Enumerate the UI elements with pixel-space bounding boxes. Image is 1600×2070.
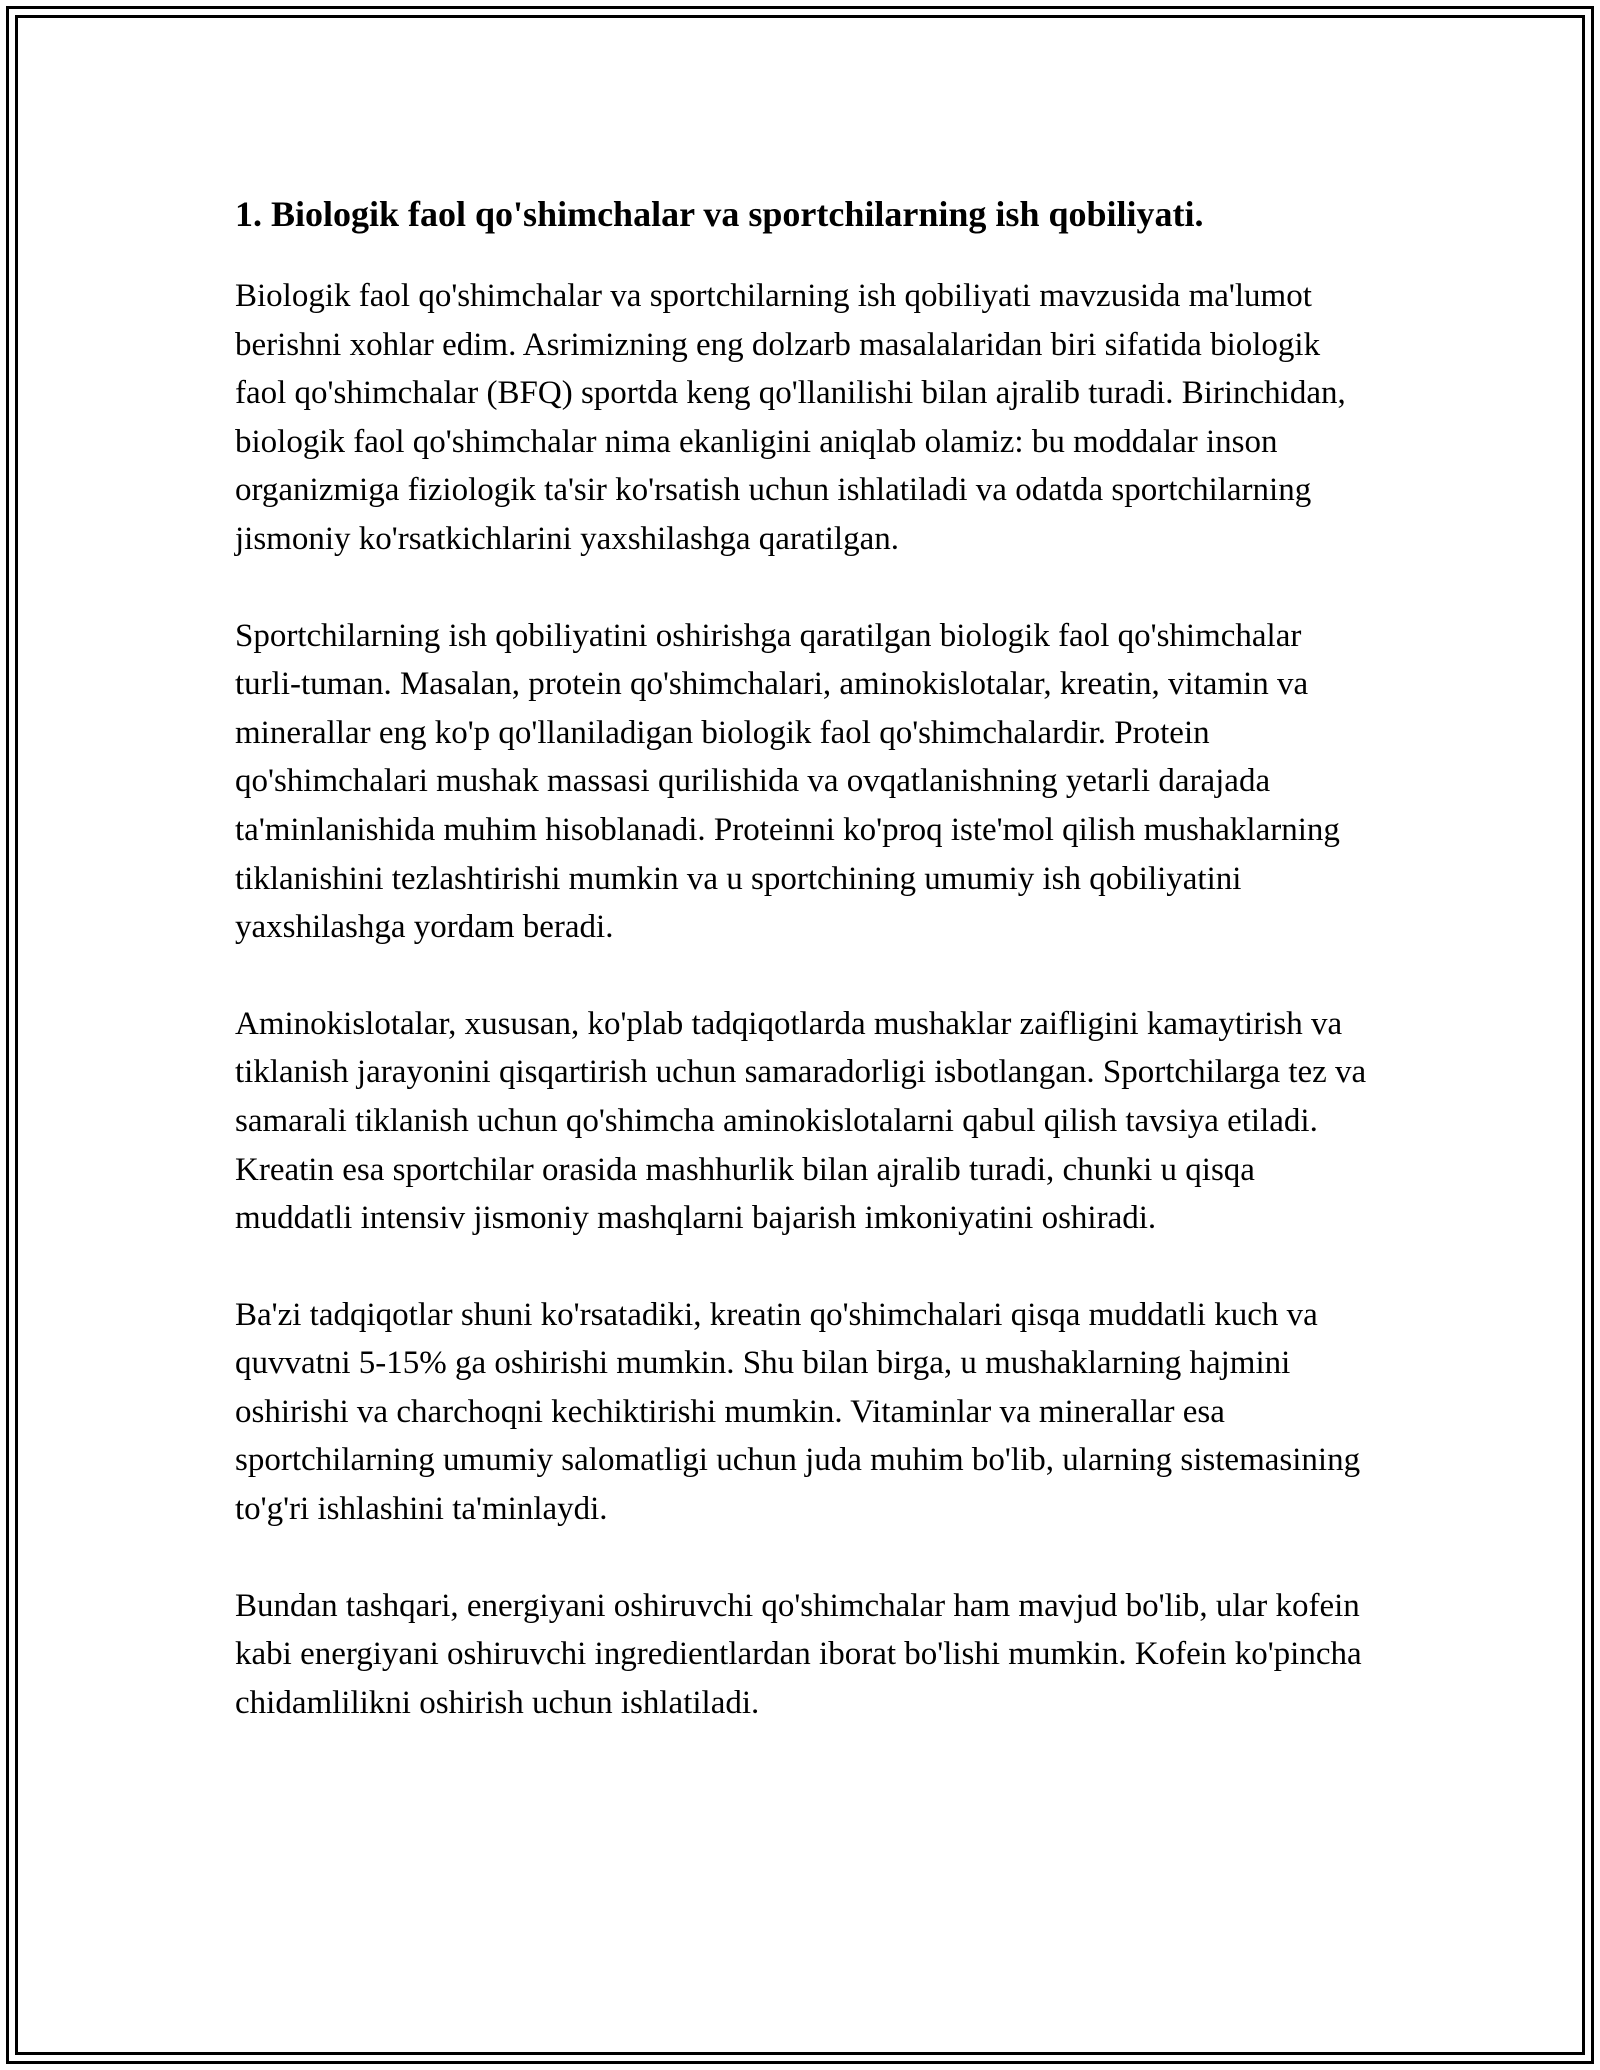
paragraph-3: Aminokislotalar, xususan, ko'plab tadqiqotlarda mushaklar zaifligini kamaytirish va tiklanish jarayonini qisqartirish uchun samaradorligi isbotlangan. Sportchilarga tez va samarali tiklanish uchun qo'shimcha aminokislotalarni qabul qilish tavsiya etiladi. Kreatin esa sportchilar orasida mashhurlik bilan ajralib turadi, chunki u qisqa muddatli intensiv jismoniy mashqlarni bajarish imkoniyatini oshiradi. bbox=[235, 1005, 1367, 1237]
paragraph-5: Bundan tashqari, energiyani oshiruvchi qo'shimchalar ham mavjud bo'lib, ular kofein kabi energiyani oshiruvchi ingredientlardan iborat bo'lishi mumkin. Kofein ko'pincha chidamlilikni oshirish uchun ishlatiladi. bbox=[235, 1587, 1362, 1721]
page-title: 1. Biologik faol qo'shimchalar va sportchilarning ish qobiliyati. bbox=[235, 194, 1204, 234]
paragraph-4: Ba'zi tadqiqotlar shuni ko'rsatadiki, kreatin qo'shimchalari qisqa muddatli kuch va quvvatni 5-15% ga oshirishi mumkin. Shu bilan birga, u mushaklarning hajmini oshirishi va charchoqni kechiktirishi mumkin. Vitaminlar va minerallar esa sportchilarning umumiy salomatligi uchun juda muhim bo'lib, ularning sistemasining to'g'ri ishlashini ta'minlaydi. bbox=[235, 1296, 1361, 1528]
document-body bbox=[235, 186, 1370, 1775]
paragraph-2: Sportchilarning ish qobiliyatini oshirishga qaratilgan biologik faol qo'shimchalar turli-tuman. Masalan, protein qo'shimchalari, aminokislotalar, kreatin, vitamin va minerallar eng ko'p qo'llaniladigan biologik faol qo'shimchalardir. Protein qo'shimchalari mushak massasi qurilishida va ovqatlanishning yetarli darajada ta'minlanishida muhim hisoblanadi. Proteinni ko'proq iste'mol qilish mushaklarning tiklanishini tezlashtirishi mumkin va u sportchining umumiy ish qobiliyatini yaxshilashga yordam beradi. bbox=[235, 617, 1340, 946]
paragraph-1: Biologik faol qo'shimchalar va sportchilarning ish qobiliyati mavzusida ma'lumot berishni xohlar edim. Asrimizning eng dolzarb masalalaridan biri sifatida biologik faol qo'shimchalar (BFQ) sportda keng qo'llanilishi bilan ajralib turadi. Birinchidan, biologik faol qo'shimchalar nima ekanligini aniqlab olamiz: bu moddalar inson organizmiga fiziologik ta'sir ko'rsatish uchun ishlatiladi va odatda sportchilarning jismoniy ko'rsatkichlarini yaxshilashga qaratilgan. bbox=[235, 278, 1346, 557]
